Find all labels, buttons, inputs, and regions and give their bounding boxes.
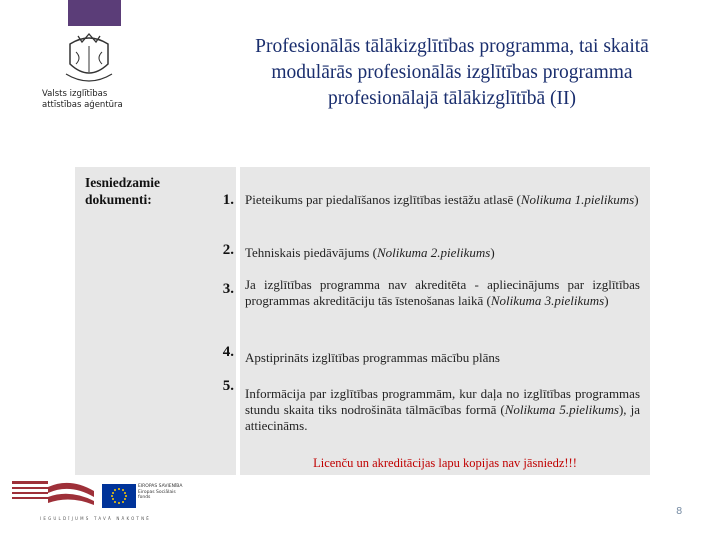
national-anniversary-logo [12, 477, 94, 513]
item-reference: Nolikuma 3.pielikums [490, 293, 605, 308]
item-text: Apstiprināts izglītības programmas mācību plāns [245, 350, 500, 365]
item-text: Tehniskais piedāvājums ( [245, 245, 377, 260]
slide-title: Profesionālās tālākizglītības programma, tai skaitā modulārās profesionālās izglītības programma profesionālajā tālākizglītībā (II) [255, 36, 649, 109]
notice-text: Licenču un akreditācijas lapu kopijas nav jāsniedz!!! [313, 456, 577, 470]
item-text: Informācija par izglītības programmām, kur daļa no izglītības programmas stundu skaita tiks nodrošināta tālmācības formā ( [245, 386, 640, 417]
item-number: 1. [222, 192, 234, 208]
item-reference: Nolikuma 1.pielikums [520, 192, 635, 207]
documents-label: Iesniedzamie dokumenti: [85, 175, 160, 207]
document-item [245, 245, 640, 261]
item-tail: ) [490, 245, 495, 260]
item-number: 4. [222, 344, 234, 360]
document-item [245, 350, 640, 366]
agency-line-2: attīstības aģentūra [42, 99, 123, 110]
page-number: 8 [676, 506, 683, 517]
eu-fund-label: EIROPAS SAVIENĪBA Eiropas Sociālais fonds [138, 484, 183, 500]
item-text: Ja izglītības programma nav akreditēta - apliecinājums par izglītības programmas akreditāciju tās īstenošanas laikā ( [245, 277, 640, 308]
item-number: 5. [222, 378, 234, 394]
agency-line-1: Valsts izglītības [42, 89, 108, 99]
item-reference: Nolikuma 2.pielikums [376, 245, 491, 260]
top-accent-bar [68, 0, 121, 26]
item-number: 2. [222, 242, 234, 258]
coat-of-arms-logo [60, 30, 118, 88]
document-item [245, 192, 640, 208]
item-tail: ) [634, 192, 639, 207]
item-reference: Nolikuma 5.pielikums [504, 402, 619, 417]
label-panel [75, 167, 236, 475]
item-tail: ), ja attiecināms. [245, 402, 640, 433]
document-item [245, 386, 640, 434]
document-item [245, 277, 640, 309]
footer-tagline: IEGULDĪJUMS TAVĀ NĀKOTNĒ [40, 516, 151, 521]
eu-flag-icon [102, 484, 136, 508]
agency-name [42, 89, 152, 110]
item-text: Pieteikums par piedalīšanos izglītības iestāžu atlasē ( [245, 192, 521, 207]
item-number: 3. [222, 281, 234, 297]
item-tail: ) [604, 293, 609, 308]
